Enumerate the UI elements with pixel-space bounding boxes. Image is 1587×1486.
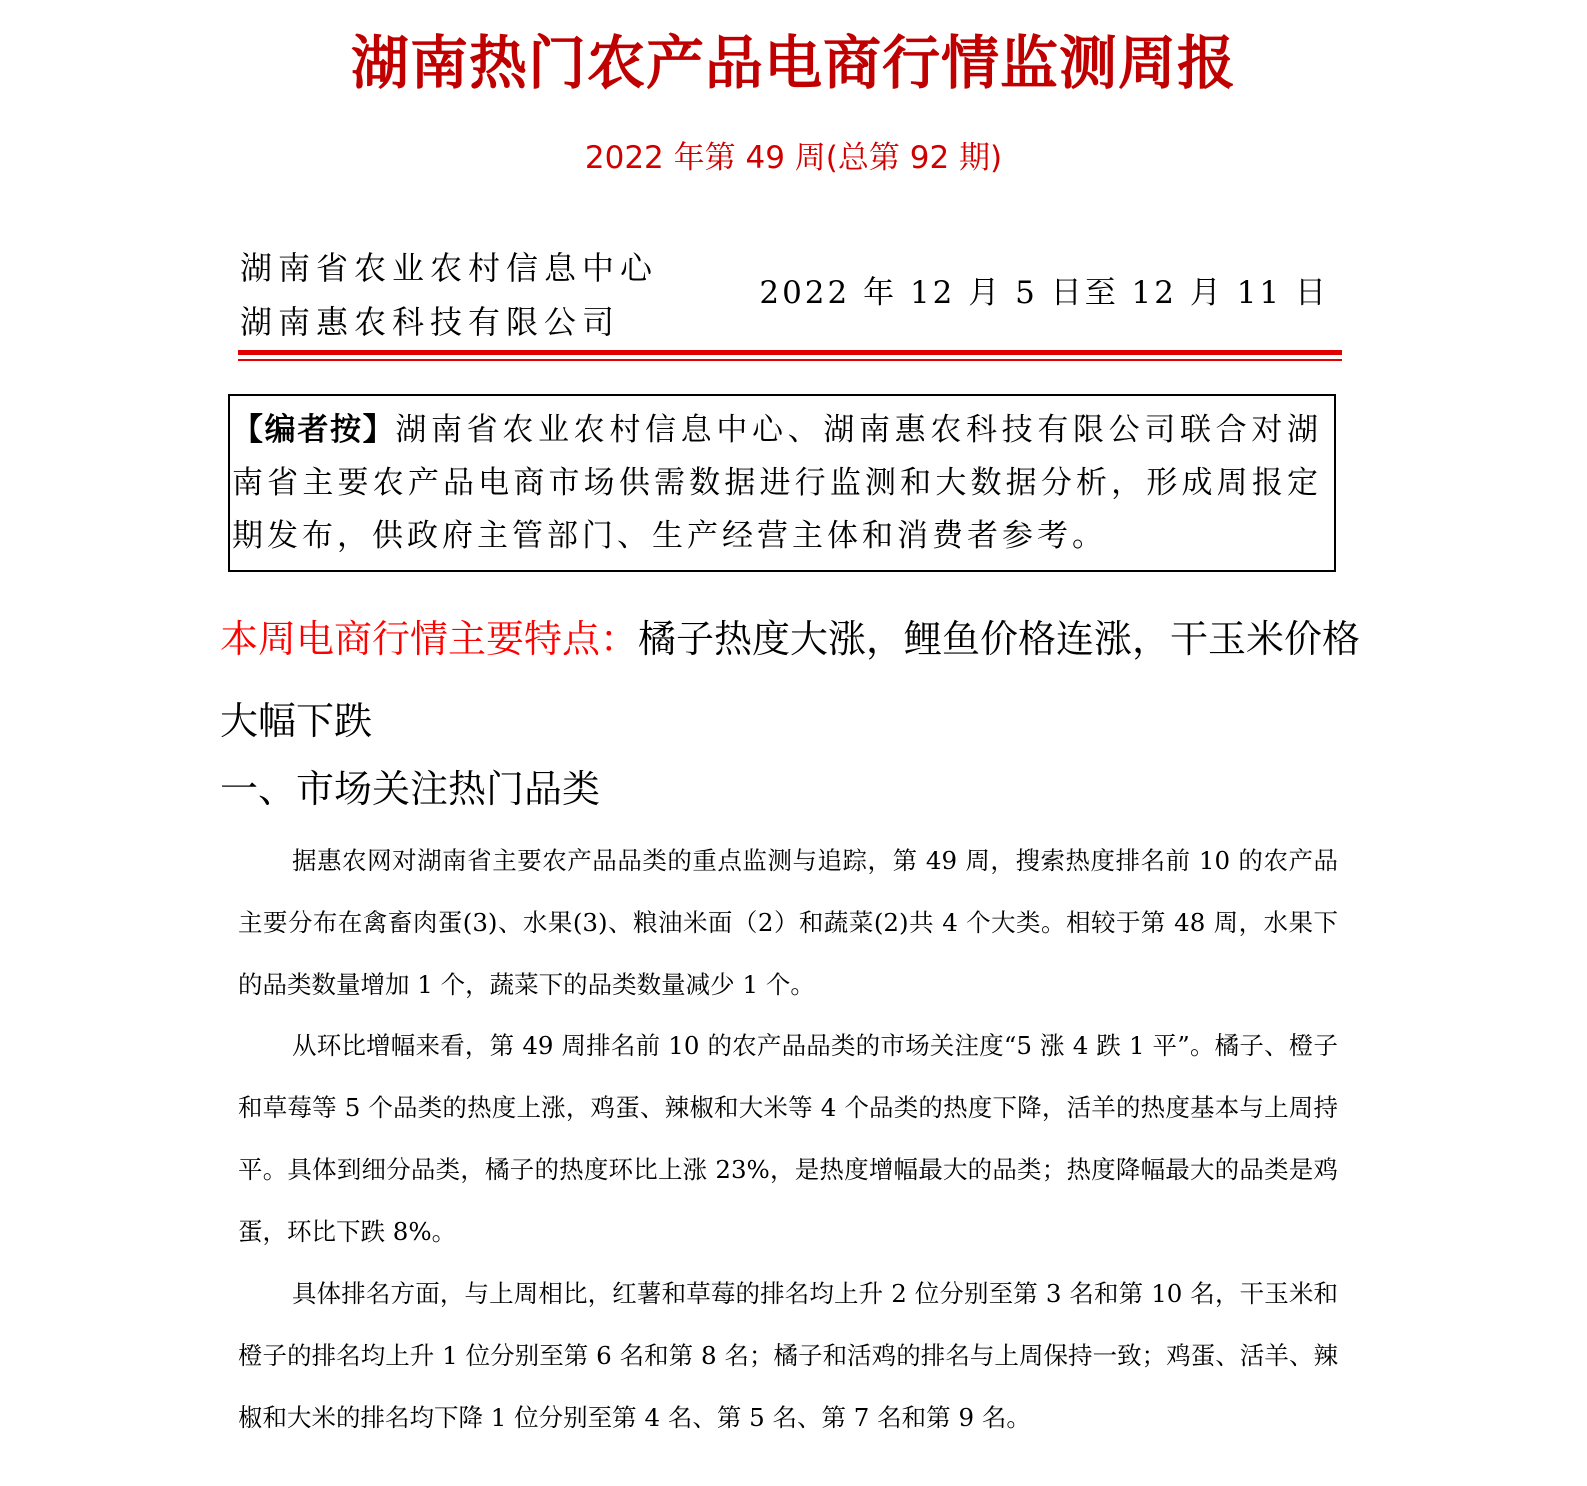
section-heading: 一、市场关注热门品类	[220, 767, 601, 811]
weekly-features-label: 本周电商行情主要特点：	[220, 617, 639, 661]
publisher-org-1: 湖南省农业农村信息中心	[240, 249, 659, 287]
body-paragraph: 据惠农网对湖南省主要农产品品类的重点监测与追踪，第 49 周，搜索热度排名前 10 的农产品主要分布在禽畜肉蛋(3)、水果(3)、粮油米面（2）和蔬菜(2)共 4 个大类。相较于第 48 周，水果下的品类数量增加 1 个，蔬菜下的品类数量减少 1 个。	[238, 846, 1338, 999]
editor-note-label: 【编者按】	[232, 412, 396, 448]
weekly-features-text: 橘子热度大涨，鲤鱼价格连涨，干玉米价格大幅下跌	[220, 617, 1361, 743]
header-divider-thin	[238, 359, 1342, 361]
weekly-features	[220, 598, 1370, 762]
editor-note	[232, 404, 1322, 563]
editor-note-text: 湖南省农业农村信息中心、湖南惠农科技有限公司联合对湖南省主要农产品电商市场供需数据进行监测和大数据分析，形成周报定期发布，供政府主管部门、生产经营主体和消费者参考。	[232, 412, 1323, 554]
report-date-range: 2022 年 12 月 5 日至 12 月 11 日	[759, 275, 1329, 311]
publisher-org-2: 湖南惠农科技有限公司	[240, 303, 621, 341]
header-divider-thick	[238, 350, 1342, 355]
body-paragraph: 具体排名方面，与上周相比，红薯和草莓的排名均上升 2 位分别至第 3 名和第 10 名，干玉米和橙子的排名均上升 1 位分别至第 6 名和第 8 名；橘子和活鸡的排名与上周保持一致；鸡蛋、活羊、辣椒和大米的排名均下降 1 位分别至第 4 名、第 5 名、第 7 名和第 9 名。	[238, 1279, 1338, 1432]
report-title: 湖南热门农产品电商行情监测周报	[350, 29, 1236, 97]
body-paragraph: 从环比增幅来看，第 49 周排名前 10 的农产品品类的市场关注度“5 涨 4 跌 1 平”。橘子、橙子和草莓等 5 个品类的热度上涨，鸡蛋、辣椒和大米等 4 个品类的热度下降，活羊的热度基本与上周持平。具体到细分品类，橘子的热度环比上涨 23%，是热度增幅最大的品类；热度降幅最大的品类是鸡蛋，环比下跌 8%。	[238, 1031, 1338, 1246]
issue-number: 2022 年第 49 周(总第 92 期)	[584, 140, 1003, 176]
